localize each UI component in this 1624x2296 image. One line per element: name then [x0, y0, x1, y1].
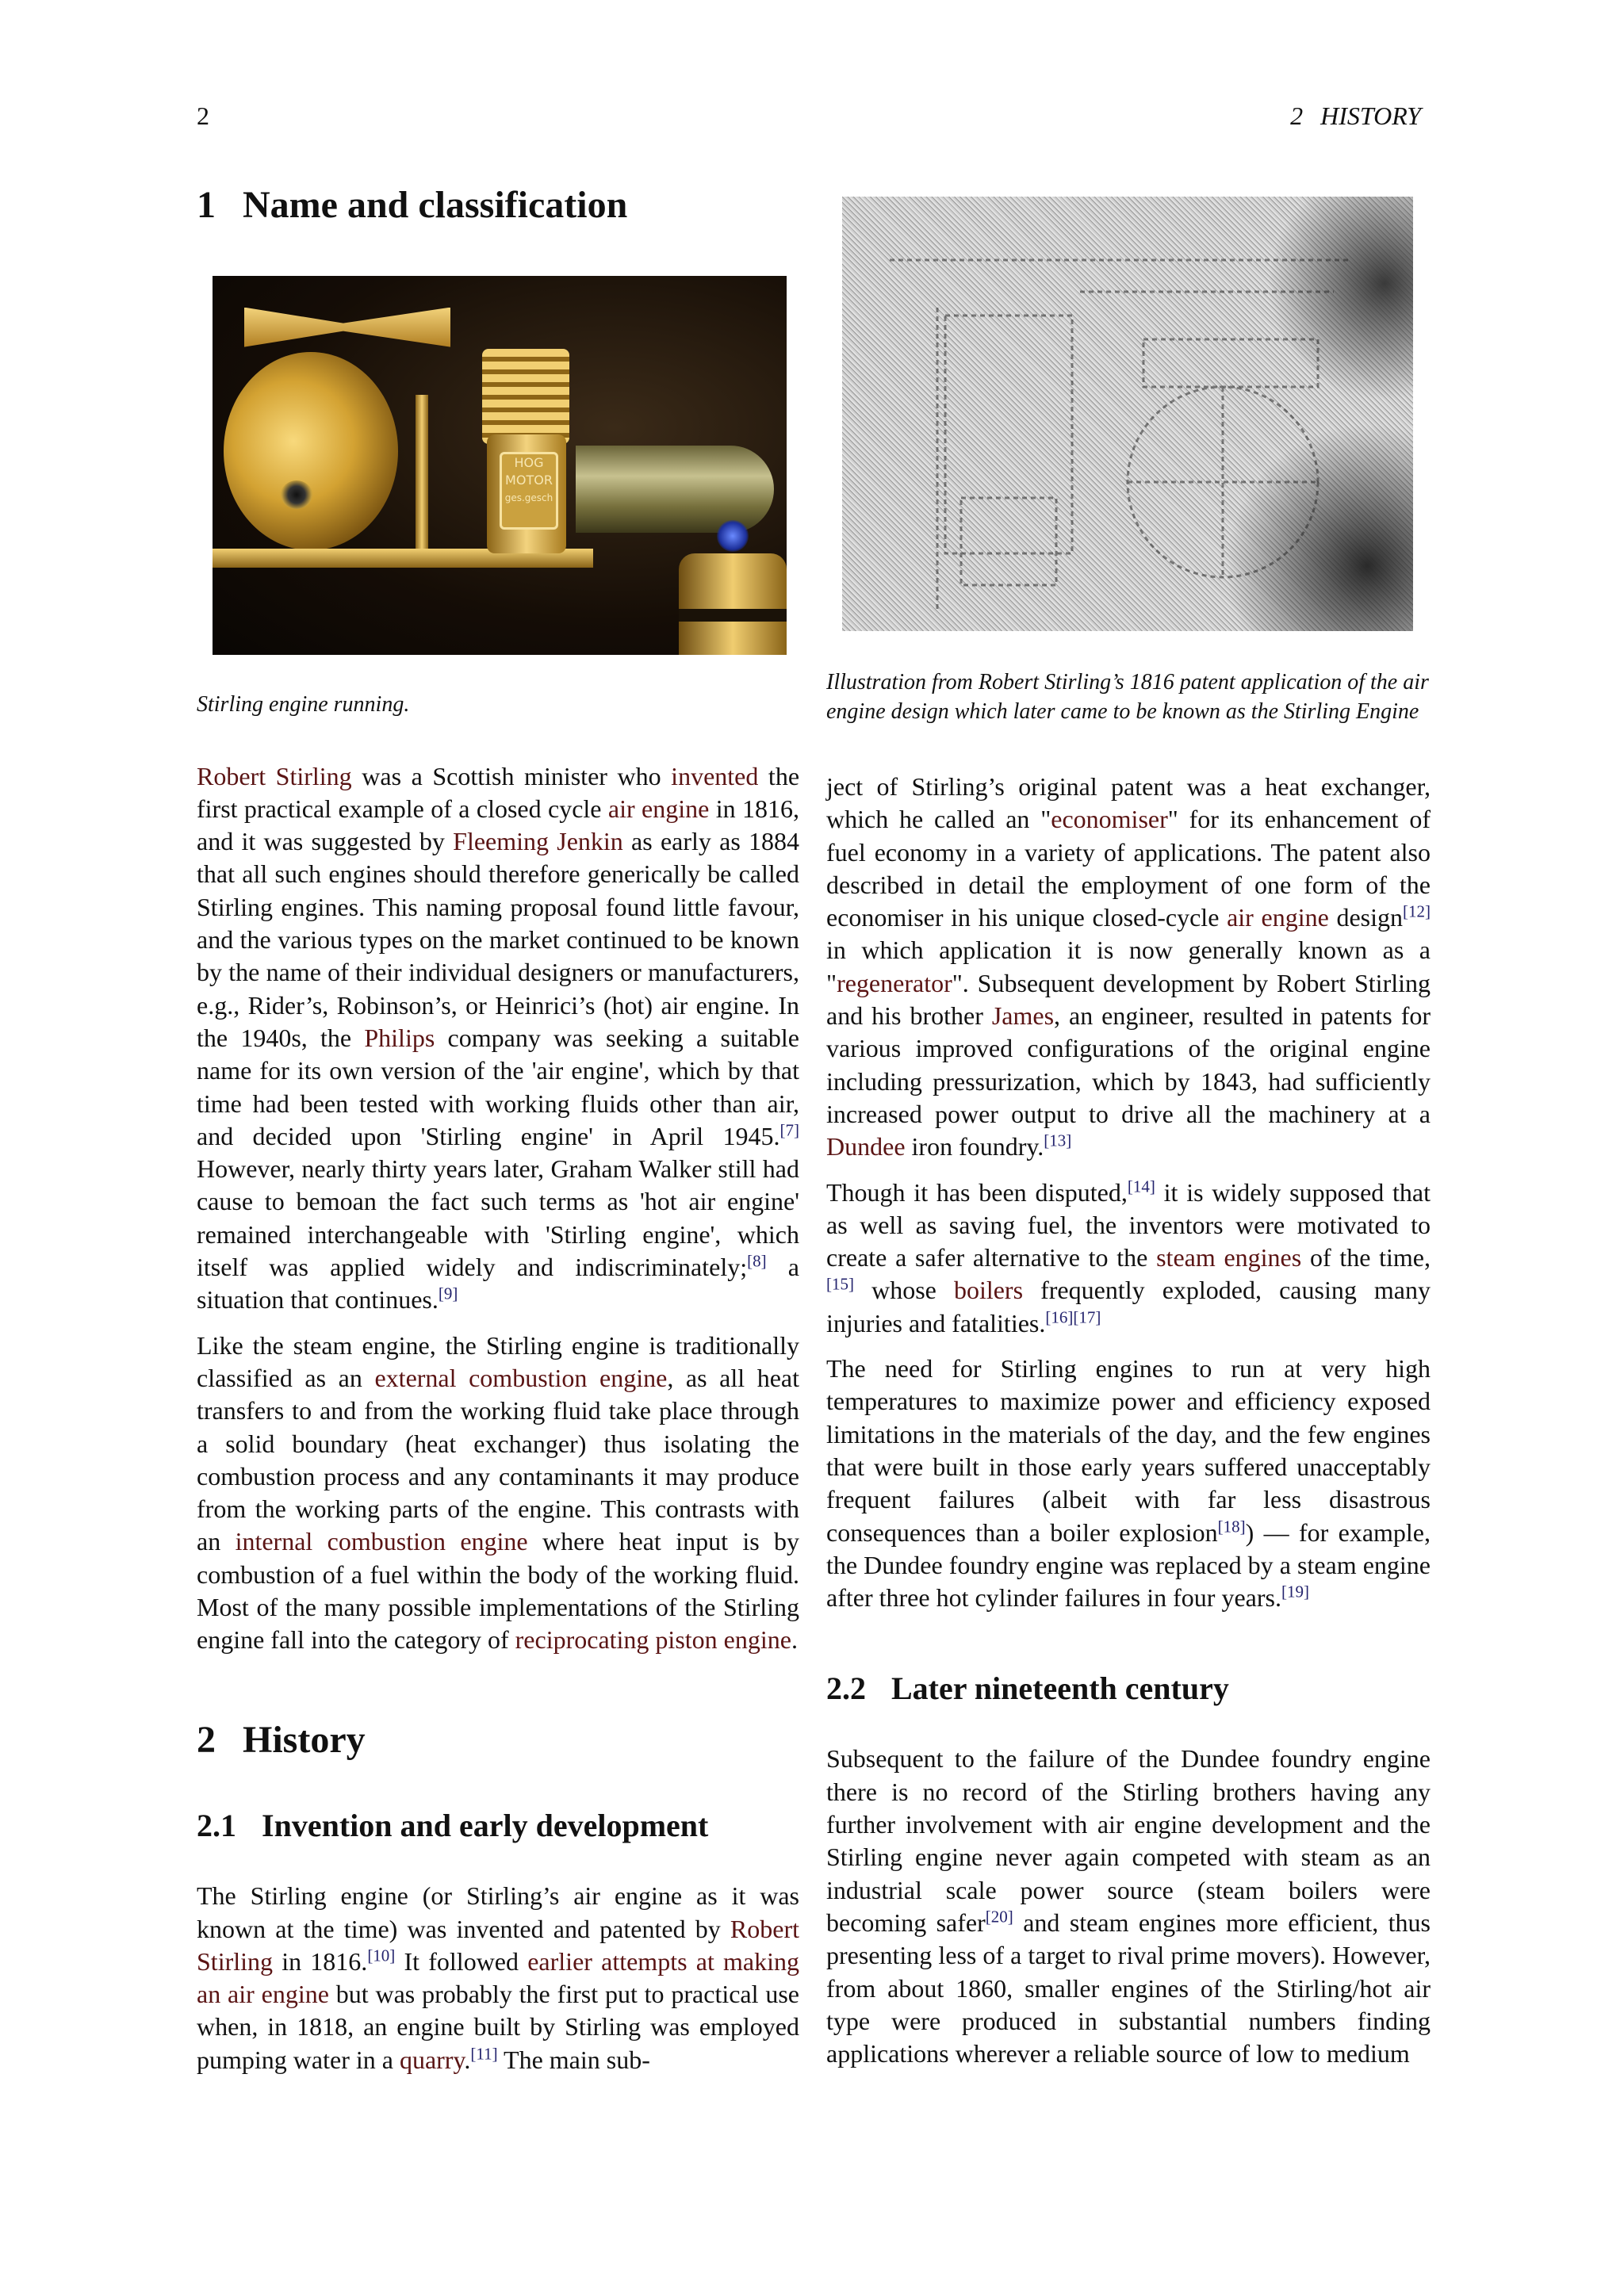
- citation-10[interactable]: [10]: [367, 1946, 396, 1965]
- subsection-2-2-title: Later nineteenth century: [891, 1670, 1229, 1707]
- plate-line-1: HOG: [514, 454, 544, 470]
- page-number: 2: [197, 101, 209, 130]
- link-reciprocating-piston-engine[interactable]: reciprocating piston engine: [515, 1625, 791, 1655]
- citation-19[interactable]: [19]: [1281, 1582, 1309, 1601]
- subsection-2-2-number: 2.2: [826, 1670, 866, 1707]
- cooling-fins: [482, 349, 569, 444]
- link-air-engine-2[interactable]: air engine: [1227, 903, 1329, 932]
- right-column: [826, 182, 1431, 2083]
- citation-13[interactable]: [13]: [1044, 1131, 1072, 1150]
- citation-9[interactable]: [9]: [438, 1284, 458, 1303]
- paragraph-naming: Robert Stirling was a Scottish minister who invented the first practical example of a closed cycle air engine in 1816, and it was suggested by Fleeming Jenkin as early as 1884 that all such engines should therefore generically be called Stirling engines. This naming proposal found little favour, and the various types on the market continued to be known by the name of their individual designers or manufacturers, e.g., Rider’s, Robinson’s, or Heinrici’s (hot) air engine. In the 1940s, the Philips company was seeking a suitable name for its own version of the 'air engine', which by that time had been tested with working fluids other than air, and decided upon 'Stirling engine' in April 1945.[7] However, nearly thirty years later, Graham Walker still had cause to bemoan the fact such terms as 'hot air engine' remained interchangeable with 'Stirling engine', which itself was applied widely and indiscriminately;[8] a situation that continues.[9]: [197, 761, 800, 1314]
- link-internal-combustion-engine[interactable]: internal combustion engine: [235, 1527, 528, 1556]
- burner-ring: [679, 609, 787, 622]
- subsection-2-1-heading: [197, 1807, 799, 1845]
- subsection-2-2-heading: [826, 1670, 1431, 1708]
- citation-7[interactable]: [7]: [779, 1120, 799, 1140]
- running-head-title: HISTORY: [1320, 101, 1421, 130]
- engine-flywheel: [224, 352, 398, 550]
- link-robert-stirling[interactable]: Robert Stirling: [197, 761, 352, 790]
- section-2-heading: [197, 1717, 799, 1763]
- link-steam-engines[interactable]: steam engines: [1156, 1243, 1302, 1272]
- link-fleeming-jenkin[interactable]: Fleeming Jenkin: [453, 827, 623, 856]
- link-james[interactable]: James: [991, 1001, 1055, 1031]
- citation-17[interactable]: [17]: [1073, 1307, 1101, 1327]
- paragraph-later-century: Subsequent to the failure of the Dundee foundry engine there is no record of the Stirling brothers having any further involvement with air engine development and the Stirling engine never again competed with steam as an industrial scale power source (steam boilers were becoming safer[20] and steam engines more efficient, thus presenting less of a target to rival prime movers). However, from about 1860, smaller engines of the Stirling/hot air type were produced in substantial numbers finding applications wherever a reliable source of low to medium: [826, 1744, 1431, 2068]
- section-2-number: 2: [197, 1718, 216, 1761]
- citation-20[interactable]: [20]: [985, 1907, 1013, 1927]
- link-economiser[interactable]: economiser: [1051, 805, 1168, 834]
- paragraph-materials: The need for Stirling engines to run at very high temperatures to maximize power and efficiency exposed limitations in the materials of the day, and the few engines that were built in those early years suffered unacceptably frequent failures (albeit with far less disastrous consequences than a boiler explosion[18]) — for example, the Dundee foundry engine was replaced by a steam engine after three hot cylinder failures in four years.[19]: [826, 1354, 1431, 1613]
- citation-16[interactable]: [16]: [1045, 1307, 1074, 1327]
- engine-column: [416, 395, 428, 553]
- citation-15[interactable]: [15]: [826, 1274, 854, 1294]
- paragraph-safety: Though it has been disputed,[14] it is widely supposed that as well as saving fuel, the inventors were motivated to create a safer alternative to the steam engines of the time,[15] whose boilers frequently exploded, causing many injuries and fatalities.[16][17]: [826, 1176, 1431, 1337]
- link-boilers[interactable]: boilers: [953, 1276, 1024, 1305]
- section-2-title: History: [243, 1718, 366, 1761]
- paragraph-classification: Like the steam engine, the Stirling engine is traditionally classified as an external combustion engine, as all heat transfers to and from the working fluid take place through a solid boundary (heat exchanger) thus isolating the combustion process and any contaminants it may produce from the working parts of the engine. This contrasts with an internal combustion engine where heat input is by combustion of a fuel within the body of the working fluid. Most of the many possible implementations of the Stirling engine fall into the category of reciprocating piston engine.: [197, 1330, 800, 1655]
- burner-flame: [717, 520, 749, 552]
- link-invented[interactable]: invented: [671, 761, 759, 790]
- citation-14[interactable]: [14]: [1127, 1176, 1155, 1196]
- link-earlier-attempts[interactable]: earlier attempts at making an air engine: [197, 1946, 800, 2009]
- section-1-heading: [197, 182, 799, 228]
- link-robert-stirling-2[interactable]: Robert Stirling: [197, 1914, 799, 1976]
- link-external-combustion-engine[interactable]: external combustion engine: [374, 1363, 668, 1392]
- patent-illustration: [842, 197, 1413, 631]
- link-quarry[interactable]: quarry: [399, 2045, 465, 2074]
- engine-maker-plate: [500, 452, 558, 530]
- running-head: [1290, 101, 1421, 131]
- left-column: [197, 182, 799, 2089]
- glass-displacer-tube: [576, 446, 774, 533]
- plate-line-2: MOTOR: [505, 472, 553, 488]
- link-regenerator[interactable]: regenerator: [837, 968, 952, 997]
- link-dundee[interactable]: Dundee: [826, 1132, 906, 1161]
- citation-11[interactable]: [11]: [470, 2044, 498, 2064]
- citation-18[interactable]: [18]: [1217, 1516, 1246, 1536]
- citation-8[interactable]: [8]: [747, 1251, 767, 1271]
- flywheel-hub: [281, 480, 312, 509]
- subsection-2-1-title: Invention and early development: [262, 1808, 709, 1844]
- patent-drawing-lines: [842, 197, 1413, 631]
- link-air-engine[interactable]: air engine: [607, 794, 710, 823]
- plate-line-3: ges.gesch: [504, 492, 553, 503]
- citation-12[interactable]: [12]: [1403, 901, 1431, 921]
- figure-1-caption: Stirling engine running.: [197, 691, 410, 717]
- stirling-engine-photo: [213, 276, 787, 655]
- engine-beam: [244, 308, 450, 347]
- subsection-2-1-number: 2.1: [197, 1808, 236, 1844]
- figure-2-caption: Illustration from Robert Stirling’s 1816 patent application of the air engine design which later came to be known as the Stirling Engine: [826, 670, 1429, 724]
- section-1-title: Name and classification: [243, 184, 628, 226]
- burner-stand: [679, 553, 787, 655]
- running-head-number: 2: [1290, 101, 1304, 130]
- link-philips[interactable]: Philips: [364, 1023, 435, 1052]
- paragraph-economiser: ject of Stirling’s original patent was a heat exchanger, which he called an "economiser" for its enhancement of fuel economy in a variety of applications. The patent also described in detail the employment of one form of the economiser in his unique closed-cycle air engine design[12] in which application it is now generally known as a "regenerator". Subsequent development by Robert Stirling and his brother James, an engineer, resulted in patents for various improved configurations of the original engine including pressurization, which by 1843, had sufficiently increased power output to drive all the machinery at a Dundee iron foundry.[13]: [826, 772, 1431, 1161]
- right-text-block: [826, 771, 1431, 2070]
- paragraph-invention: The Stirling engine (or Stirling’s air engine as it was known at the time) was invented and patented by Robert Stirling in 1816.[10] It followed earlier attempts at making an air engine but was probably the first put to practical use when, in 1818, an engine built by Stirling was employed pumping water in a quarry.[11] The main sub-: [197, 1881, 800, 2074]
- section-1-number: 1: [197, 184, 216, 226]
